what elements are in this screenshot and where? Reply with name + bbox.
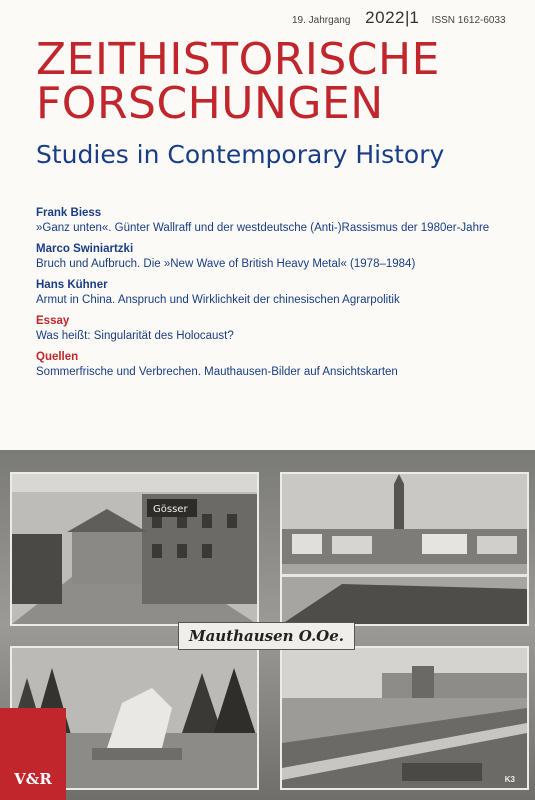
publisher-logo-text: V&R <box>14 770 52 788</box>
toc-entry <box>36 314 516 344</box>
toc-section-heading: Essay <box>36 315 70 327</box>
publisher-logo <box>0 708 66 800</box>
issue-year: 2022 <box>365 8 405 27</box>
toc-article-title: Sommerfrische und Verbrechen. Mauthausen-Bilder auf Ansichtskarten <box>36 366 398 378</box>
journal-title-line2: FORSCHUNGEN <box>36 78 384 129</box>
postcard-street-scene <box>10 472 259 626</box>
toc-article-title: Bruch und Aufbruch. Die »New Wave of British Heavy Metal« (1978–1984) <box>36 258 416 270</box>
toc-article-title: Armut in China. Anspruch und Wirklichkeit der chinesischen Agrarpolitik <box>36 294 400 306</box>
postcard-photo <box>0 450 535 800</box>
volume-label: 19. Jahrgang <box>292 15 351 26</box>
postcard-sign: Gösser <box>153 504 188 515</box>
toc-author: Marco Swiniartzki <box>36 243 134 255</box>
toc-author: Hans Kühner <box>36 279 108 291</box>
issue-info <box>292 8 506 28</box>
postcard-river-scene <box>280 472 529 626</box>
postcard-code: K3 <box>504 775 515 784</box>
issue-number: 1 <box>409 8 419 27</box>
issue-separator: | <box>405 8 410 27</box>
postcard-caption: Mauthausen O.Oe. <box>178 622 355 650</box>
journal-title-line1: ZEITHISTORISCHE <box>36 34 440 85</box>
toc-entry <box>36 206 516 236</box>
toc-article-title: Was heißt: Singularität des Holocaust? <box>36 330 234 342</box>
journal-title <box>36 34 440 129</box>
journal-subtitle: Studies in Contemporary History <box>36 140 445 169</box>
toc-entry <box>36 242 516 272</box>
toc-section-heading: Quellen <box>36 351 79 363</box>
toc-entry <box>36 278 516 308</box>
toc-entry <box>36 350 516 380</box>
toc-author: Frank Biess <box>36 207 102 219</box>
issn-label: ISSN 1612-6033 <box>431 15 506 26</box>
table-of-contents <box>36 206 516 386</box>
postcard-camp-scene <box>280 646 529 790</box>
toc-article-title: »Ganz unten«. Günter Wallraff und der westdeutsche (Anti-)Rassismus der 1980er-Jahre <box>36 222 490 234</box>
